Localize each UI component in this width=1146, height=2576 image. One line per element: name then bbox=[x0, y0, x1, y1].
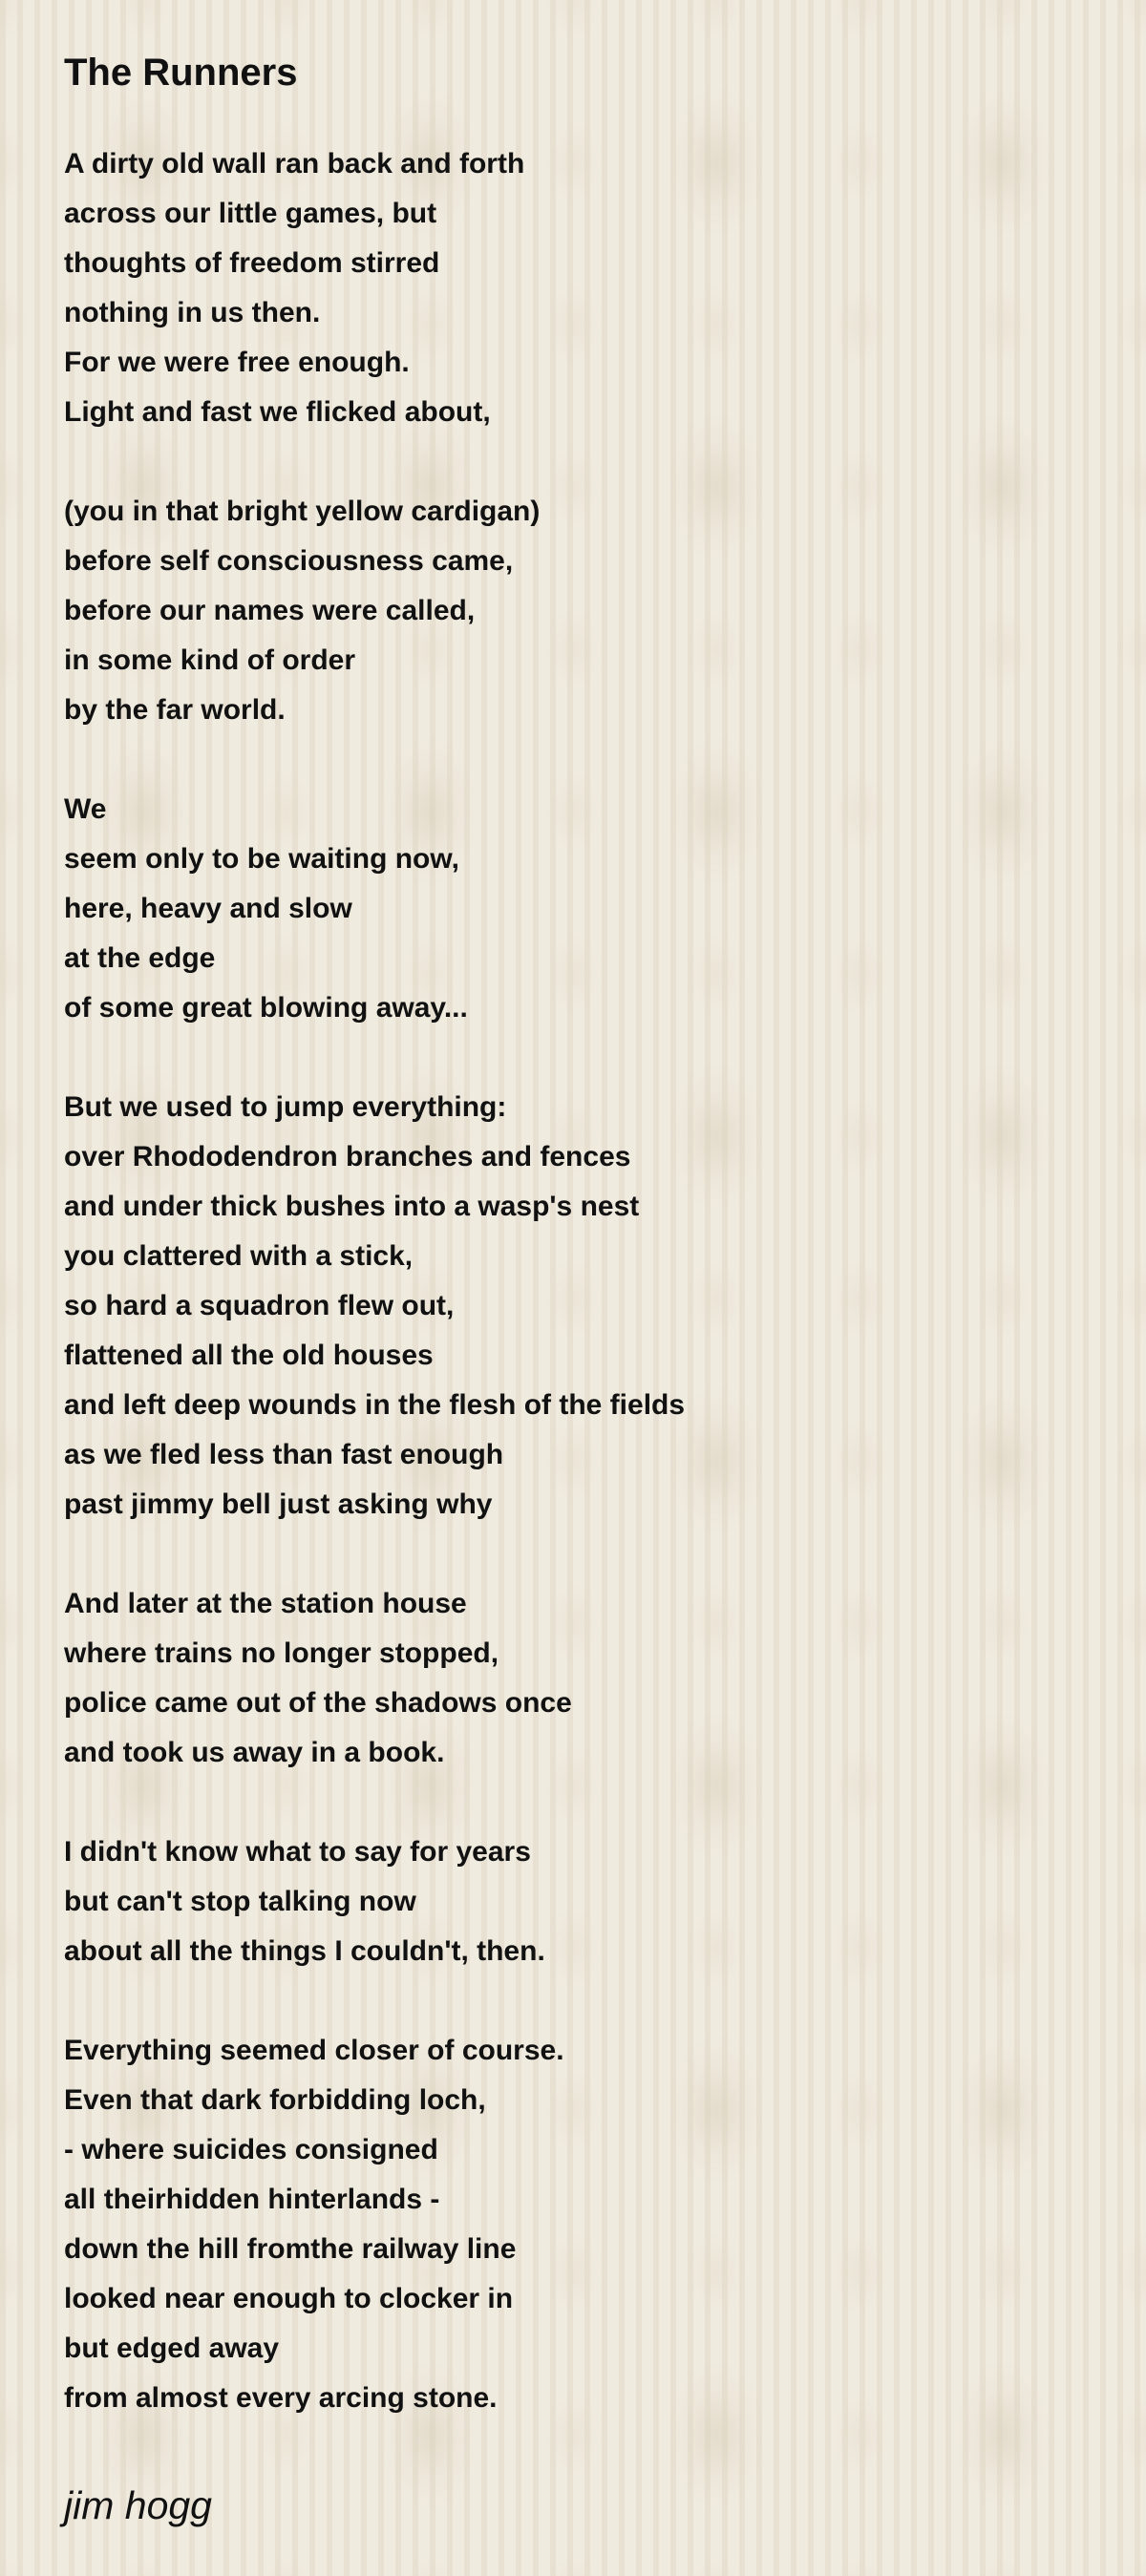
poem-line: We bbox=[64, 793, 107, 825]
poem-line: flattened all the old houses bbox=[64, 1340, 434, 1371]
poem-line: seem only to be waiting now, bbox=[64, 843, 459, 875]
poem-line: police came out of the shadows once bbox=[64, 1687, 572, 1719]
poem-line: as we fled less than fast enough bbox=[64, 1439, 504, 1470]
poem-line: over Rhododendron branches and fences bbox=[64, 1141, 631, 1172]
poem-line: Everything seemed closer of course. bbox=[64, 2035, 564, 2066]
poem-line: but edged away bbox=[64, 2333, 280, 2364]
poem-line: at the edge bbox=[64, 942, 216, 974]
poem-line: nothing in us then. bbox=[64, 297, 321, 328]
stanza-1 bbox=[64, 139, 1095, 437]
poem-line: and under thick bushes into a wasp's nest bbox=[64, 1191, 640, 1222]
poem-body bbox=[64, 139, 1095, 2423]
poem-line: A dirty old wall ran back and forth bbox=[64, 148, 525, 179]
poem-line: where trains no longer stopped, bbox=[64, 1637, 499, 1669]
stanza-2 bbox=[64, 487, 1095, 735]
poem-line: by the far world. bbox=[64, 694, 286, 726]
poem-line: thoughts of freedom stirred bbox=[64, 247, 440, 279]
poem-line: of some great blowing away... bbox=[64, 992, 468, 1024]
poem-line: and took us away in a book. bbox=[64, 1737, 445, 1768]
poem-line: all theirhidden hinterlands - bbox=[64, 2184, 440, 2215]
poem-line: about all the things I couldn't, then. bbox=[64, 1935, 545, 1967]
poem-line: you clattered with a stick, bbox=[64, 1240, 414, 1272]
poem-line: and left deep wounds in the flesh of the fields bbox=[64, 1389, 686, 1421]
poem-line: Light and fast we flicked about, bbox=[64, 396, 491, 428]
poem-line: Even that dark forbidding loch, bbox=[64, 2084, 486, 2116]
poem-line: but can't stop talking now bbox=[64, 1886, 416, 1917]
poem-line: in some kind of order bbox=[64, 644, 356, 676]
poem-line: before our names were called, bbox=[64, 595, 476, 626]
stanza-3 bbox=[64, 785, 1095, 1033]
poem-page bbox=[64, 48, 1095, 2530]
poem-line: But we used to jump everything: bbox=[64, 1091, 507, 1123]
poem-line: For we were free enough. bbox=[64, 347, 410, 378]
poem-title: The Runners bbox=[64, 52, 298, 94]
poem-line: before self consciousness came, bbox=[64, 545, 514, 577]
poem-line: And later at the station house bbox=[64, 1588, 467, 1619]
poem-line: past jimmy bell just asking why bbox=[64, 1489, 493, 1520]
poem-line: (you in that bright yellow cardigan) bbox=[64, 496, 541, 527]
poem-line: from almost every arcing stone. bbox=[64, 2382, 498, 2414]
stanza-5 bbox=[64, 1579, 1095, 1778]
stanza-4 bbox=[64, 1083, 1095, 1530]
poem-line: looked near enough to clocker in bbox=[64, 2283, 514, 2314]
poem-author[interactable]: jim hogg bbox=[64, 2483, 212, 2527]
stanza-7 bbox=[64, 2026, 1095, 2423]
poem-line: I didn't know what to say for years bbox=[64, 1836, 531, 1868]
poem-line: so hard a squadron flew out, bbox=[64, 1290, 455, 1321]
poem-line: - where suicides consigned bbox=[64, 2134, 438, 2165]
poem-line: across our little games, but bbox=[64, 198, 437, 229]
stanza-6 bbox=[64, 1827, 1095, 1976]
poem-line: down the hill fromthe railway line bbox=[64, 2233, 517, 2265]
poem-line: here, heavy and slow bbox=[64, 893, 352, 924]
